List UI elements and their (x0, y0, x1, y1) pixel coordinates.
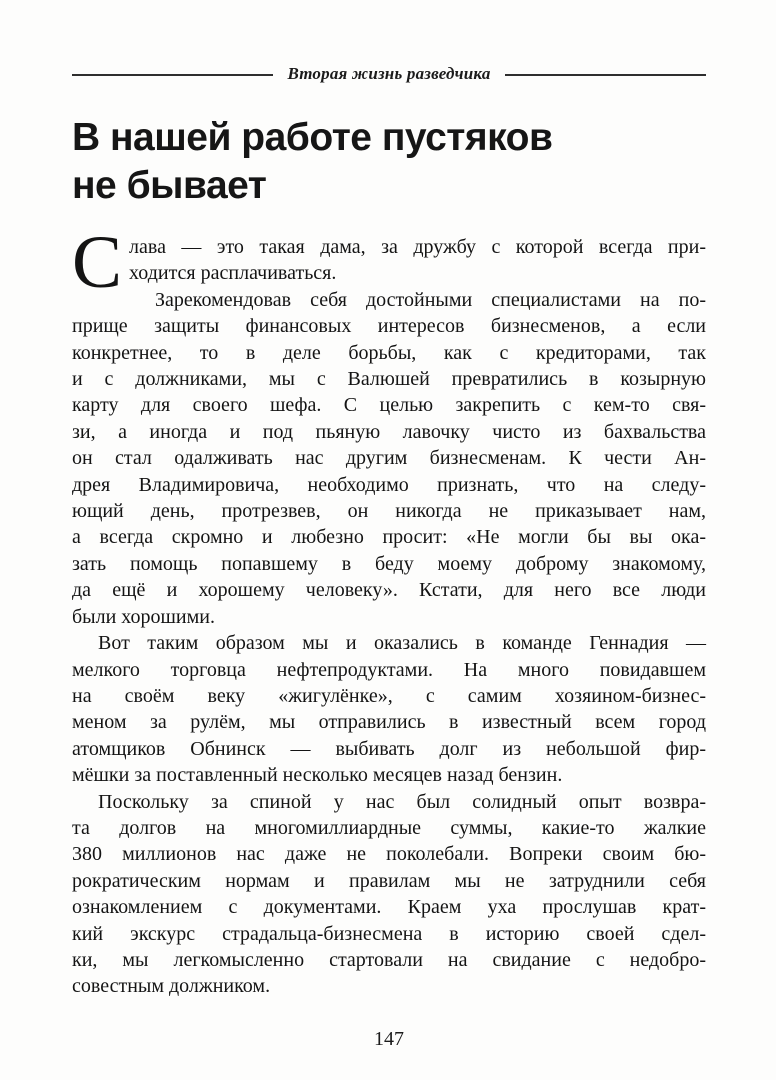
page-number: 147 (374, 1028, 404, 1050)
text-line: лава — это такая дама, за дружбу с которой всегда при- (129, 236, 706, 258)
text-line: дрея Владимировича, необходимо признать, что на следу- (72, 473, 706, 496)
text-line: да ещё и хорошему человеку». Кстати, для него все люди (72, 579, 706, 602)
paragraph (72, 789, 706, 1000)
text-line: Зарекомендовав себя достойными специалистами на по- (155, 288, 706, 311)
text-line: та долгов на многомиллиардные суммы, какие-то жалкие (72, 816, 706, 839)
drop-cap: С (72, 221, 123, 304)
body-text (72, 221, 706, 1000)
text-line: рократическим нормам и правилам мы не затруднили себя (72, 869, 706, 892)
text-line: ознакомлением с документами. Краем уха прослушав крат- (72, 896, 706, 919)
text-line: совестным должником. (72, 975, 271, 998)
paragraph (72, 287, 706, 630)
text-line: мелкого торговца нефтепродуктами. На много повидавшем (72, 658, 706, 681)
text-line: мёшки за поставленный несколько месяцев назад бензин. (72, 764, 563, 787)
chapter-title (72, 114, 706, 210)
text-line: кий экскурс страдальца-бизнесмена в историю своей сдел- (72, 922, 706, 945)
paragraph (72, 630, 706, 788)
text-line: были хорошими. (72, 605, 215, 628)
text-line: атомщиков Обнинск — выбивать долг из небольшой фир- (72, 737, 706, 760)
title-line: не бывает (72, 164, 267, 207)
text-line: ходится расплачиваться. (129, 262, 337, 285)
text-line: 380 миллионов нас даже не поколебали. Вопреки своим бю- (72, 843, 706, 866)
text-line: и с должниками, мы с Валюшей превратились в козырную (72, 368, 706, 391)
running-head (72, 64, 706, 86)
text-line: ки, мы легкомысленно стартовали на свидание с недобро- (72, 948, 706, 971)
text-line: меном за рулём, мы отправились в известный всем город (72, 711, 706, 734)
text-line: Вот таким образом мы и оказались в команде Геннадия — (98, 632, 706, 655)
text-line: ющий день, протрезвев, он никогда не приказывает нам, (72, 500, 706, 523)
text-line: зи, а иногда и под пьяную лавочку чисто из бахвальства (72, 420, 706, 443)
text-line: а всегда скромно и любезно просит: «Не могли бы вы ока- (72, 526, 706, 549)
running-head-rule-right (505, 74, 706, 76)
text-line: зать помощь попавшему в беду моему доброму знакомому, (72, 552, 706, 575)
running-head-text: Вторая жизнь разведчика (287, 64, 491, 83)
text-line: конкретнее, то в деле борьбы, как с кредиторами, так (72, 341, 706, 364)
text-line: Поскольку за спиной у нас был солидный опыт возвра- (98, 790, 706, 813)
text-line: на своём веку «жигулёнке», с самим хозяином-бизнес- (72, 684, 706, 707)
page-content (72, 64, 706, 1000)
text-line: прище защиты финансовых интересов бизнесменов, а если (72, 315, 706, 338)
text-line: он стал одалживать нас другим бизнесменам. К чести Ан- (72, 447, 706, 470)
running-head-rule-left (72, 74, 273, 76)
text-line: карту для своего шефа. С целью закрепить с кем-то свя- (72, 394, 706, 417)
title-line: В нашей работе пустяков (72, 116, 553, 159)
